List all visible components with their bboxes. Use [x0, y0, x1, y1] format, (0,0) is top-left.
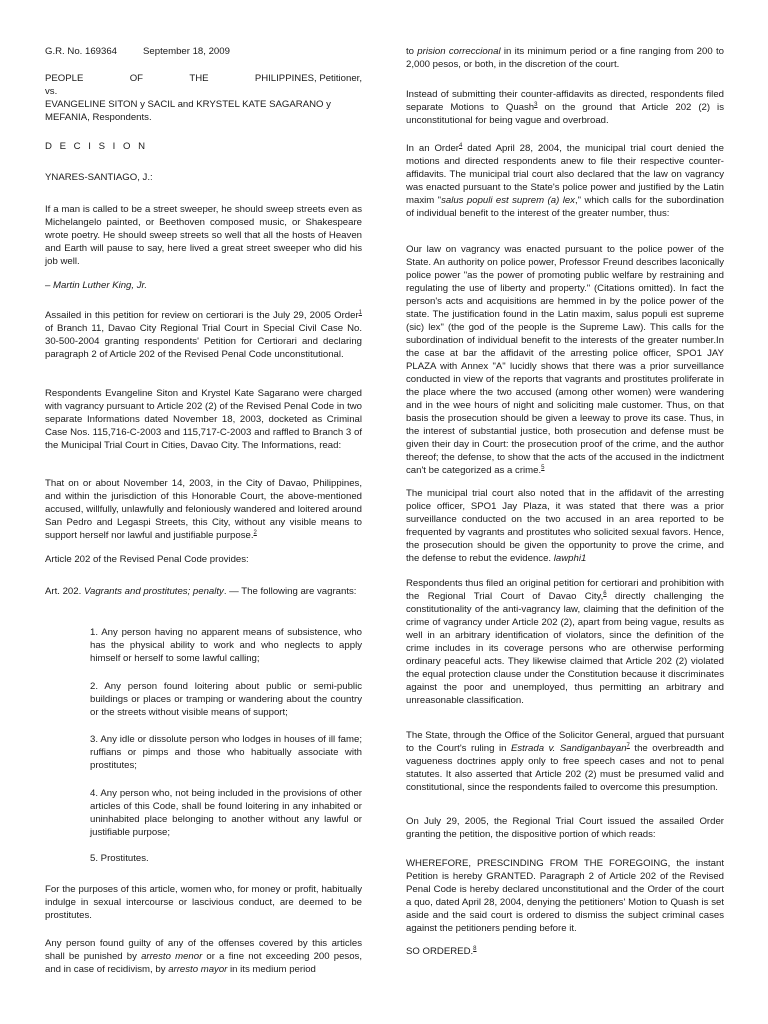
- footnote-ref[interactable]: 6: [603, 590, 607, 597]
- paragraph-penalty-continued: to prision correccional in its minimum period or a fine ranging from 200 to 2,000 pesos, or both, in the discretion of the court.: [406, 46, 724, 70]
- paragraph-rtc-petition: Respondents thus filed an original petition for certiorari and prohibition with the Regional Trial Court of Davao City,$^6$ directly challenging the constitutionality of the anti-vagrancy law, claiming that the definition of the crime of vagrancy under Article 202 (2), apart from being vague, results as well in an arbitrary identification of violators, since the definition of the crime includes in its coverage persons who are otherwise performing ordinary peaceful acts. They likewise claimed that Article 202 (2) violated the equal protection clause under the Constitution because it discriminates against the poor and unemployed, thus permitting an arbitrary and unreasonable classification.: [406, 578, 725, 706]
- footnote-ref[interactable]: 4: [458, 142, 463, 149]
- article-item-2: 2. Any person found loitering about public or semi-public buildings or places or tramping or wandering about the country or the streets without visible means of support;: [90, 681, 362, 718]
- ponente: YNARES-SANTIAGO, J.:: [45, 172, 153, 183]
- paragraph-solicitor-general: The State, through the Office of the Solicitor General, argued that pursuant to the Court's ruling in Estrada v. Sandiganbayan$^7$ the overbreadth and vagueness doctrines apply only to free speech cases and not to penal statutes. It also asserted that Article 202 (2) must be presumed valid and constitutional, since the respondents failed to overcome this presumption.: [406, 730, 724, 793]
- versus: vs.: [45, 86, 58, 97]
- case-parties: [45, 72, 362, 124]
- article-heading: Art. 202. Vagrants and prostitutes; penalty. — The following are vagrants:: [45, 586, 357, 597]
- paragraph-quoted-order: Our law on vagrancy was enacted pursuant to the police power of the State. An authority on police power, Professor Freund describes laconically police power "as the power of promoting public welfare by restraining and regulating the use of liberty and property." (Citations omitted). In fact the person's acts and acquisitions are hemmed in by the police power of the state. The justification found in the Latin maxim, salus populi est supreme (sic) lex" (the god of the people is the Supreme Law). This calls for the subordination of individual benefit to the interests of the greater number.In the case at bar the affidavit of the arresting police officer, SPO1 JAY PLAZA with Annex "A" lucidly shows that there was a prior surveillance conducted in view of the reports that vagrants and prostitutes proliferate in the place where the two accused (among other women) were wandering and in the wee hours of night and soliciting male customer. Thus, on that basis the prosecution should be given a leeway to prove its case. Thus, in the interest of substantial justice, both prosecution and defense must be given their day in Court: the prosecution proof of the crime, and the author thereof; the defense, to show that the acts of the accused in the indictment can't be categorized as a crime.$^5$: [406, 244, 724, 476]
- article-item-4: 4. Any person who, not being included in the provisions of other articles of this Code, shall be found loitering in any inhabited or uninhabited place belonging to another without any lawful or justifiable purpose;: [90, 788, 362, 838]
- article-item-3: 3. Any idle or dissolute person who lodges in houses of ill fame; ruffians or pimps and those who habitually associate with prostitutes;: [90, 734, 362, 771]
- party-word: PEOPLE: [45, 73, 84, 84]
- paragraph-information: That on or about November 14, 2003, in the City of Davao, Philippines, and within the jurisdiction of this Honorable Court, the above-mentioned accused, willfully, unlawfully and feloniously wandered and loitered around San Pedro and Legaspi Streets, this City, without any visible means to support herself nor lawful and justifiable purpose.$^2$: [45, 478, 362, 541]
- case-header: [45, 45, 362, 58]
- paragraph-charges: Respondents Evangeline Siton and Krystel Kate Sagarano were charged with vagrancy pursuant to Article 202 (2) of the Revised Penal Code in two separate Informations dated November 18, 2003, docketed as Criminal Case Nos. 115,716-C-2003 and 115,717-C-2003 and raffled to Branch 3 of the Municipal Trial Court in Cities, Davao City. The Informations, read:: [45, 388, 362, 451]
- footnote-ref[interactable]: 7: [626, 742, 630, 749]
- paragraph-petition: Assailed in this petition for review on certiorari is the July 29, 2005 Order$^1$ of Branch 11, Davao City Regional Trial Court in Special Civil Case No. 30-500-2004 granting respondents' Petition for Certiorari and declaring paragraph 2 of Article 202 of the Revised Penal Code unconstitutional.: [45, 309, 362, 360]
- respondents-line-2: MEFANIA, Respondents.: [45, 112, 152, 123]
- party-word: PHILIPPINES, Petitioner,: [254, 73, 362, 84]
- paragraph-motions-to-quash: Instead of submitting their counter-affidavits as directed, respondents filed separate Motions to Quash$^3$ on the ground that Article 202 (2) is unconstitutional for being vague and overbroad.: [406, 89, 724, 126]
- epigraph-author: – Martin Luther King, Jr.: [45, 280, 148, 291]
- footnote-ref[interactable]: 1: [358, 309, 362, 316]
- petitioner-line: [45, 72, 362, 85]
- footnote-ref[interactable]: 5: [541, 464, 545, 471]
- party-word: THE: [189, 73, 209, 84]
- article-item-1: 1. Any person having no apparent means of subsistence, who has the physical ability to work and who neglects to apply himself or herself to some lawful calling;: [90, 627, 362, 664]
- footnote-ref[interactable]: 8: [473, 945, 477, 952]
- paragraph-mtc-order: In an Order$^4$ dated April 28, 2004, the municipal trial court denied the motions and directed respondents anew to file their respective counter-affidavits. The municipal trial court also declared that the law on vagrancy was enacted pursuant to the State's police power and justified by the Latin maxim "salus populi est suprem (a) lex," which calls for the subordination of individual benefit to the interest of the greater number, thus:: [406, 142, 725, 219]
- footnote-ref[interactable]: 3: [534, 101, 538, 108]
- paragraph-prostitutes-definition: For the purposes of this article, women who, for money or profit, habitually indulge in sexual intercourse or lascivious conduct, are deemed to be prostitutes.: [45, 884, 362, 921]
- paragraph-rtc-order: On July 29, 2005, the Regional Trial Court issued the assailed Order granting the petition, the dispositive portion of which reads:: [406, 816, 724, 840]
- respondents-line-1: EVANGELINE SITON y SACIL and KRYSTEL KATE SAGARANO y: [45, 99, 331, 110]
- so-ordered: SO ORDERED.$^8$: [406, 945, 477, 957]
- case-date: September 18, 2009: [143, 46, 230, 57]
- paragraph-affidavit: The municipal trial court also noted that in the affidavit of the arresting police officer, SPO1 Jay Plaza, it was stated that there was a prior surveillance conducted on the two accused in an area reported to be frequented by vagrants and prostitutes who solicited sexual favors. Hence, the prosecution should be given the opportunity to prove the crime, and the defense to rebut the evidence. lawphi1: [406, 488, 724, 564]
- footnote-ref[interactable]: 2: [253, 529, 257, 536]
- case-number: G.R. No. 169364: [45, 46, 117, 57]
- article-item-5: 5. Prostitutes.: [90, 853, 149, 864]
- paragraph-penalty: Any person found guilty of any of the offenses covered by this articles shall be punished by arresto menor or a fine not exceeding 200 pesos, and in case of recidivism, by arresto mayor in its medium period: [45, 938, 363, 975]
- paragraph-dispositive: WHEREFORE, PRESCINDING FROM THE FOREGOING, the instant Petition is hereby GRANTED. Paragraph 2 of Article 202 of the Revised Penal Code is hereby declared unconstitutional and the Order of the court a quo, dated April 28, 2004, denying the petitioners' Motion to Quash is set aside and the said court is ordered to dismiss the subject criminal cases against the petitioners pending before it.: [406, 858, 724, 934]
- paragraph-article-intro: Article 202 of the Revised Penal Code provides:: [45, 554, 249, 565]
- epigraph-quote: If a man is called to be a street sweeper, he should sweep streets even as Michelangelo painted, or Beethoven composed music, or Shakespeare wrote poetry. He should sweep streets so well that all the hosts of Heaven and Earth will pause to say, here lived a great street sweeper who did his job well.: [45, 204, 362, 267]
- decision-heading: D E C I S I O N: [45, 141, 148, 152]
- party-word: OF: [129, 73, 144, 84]
